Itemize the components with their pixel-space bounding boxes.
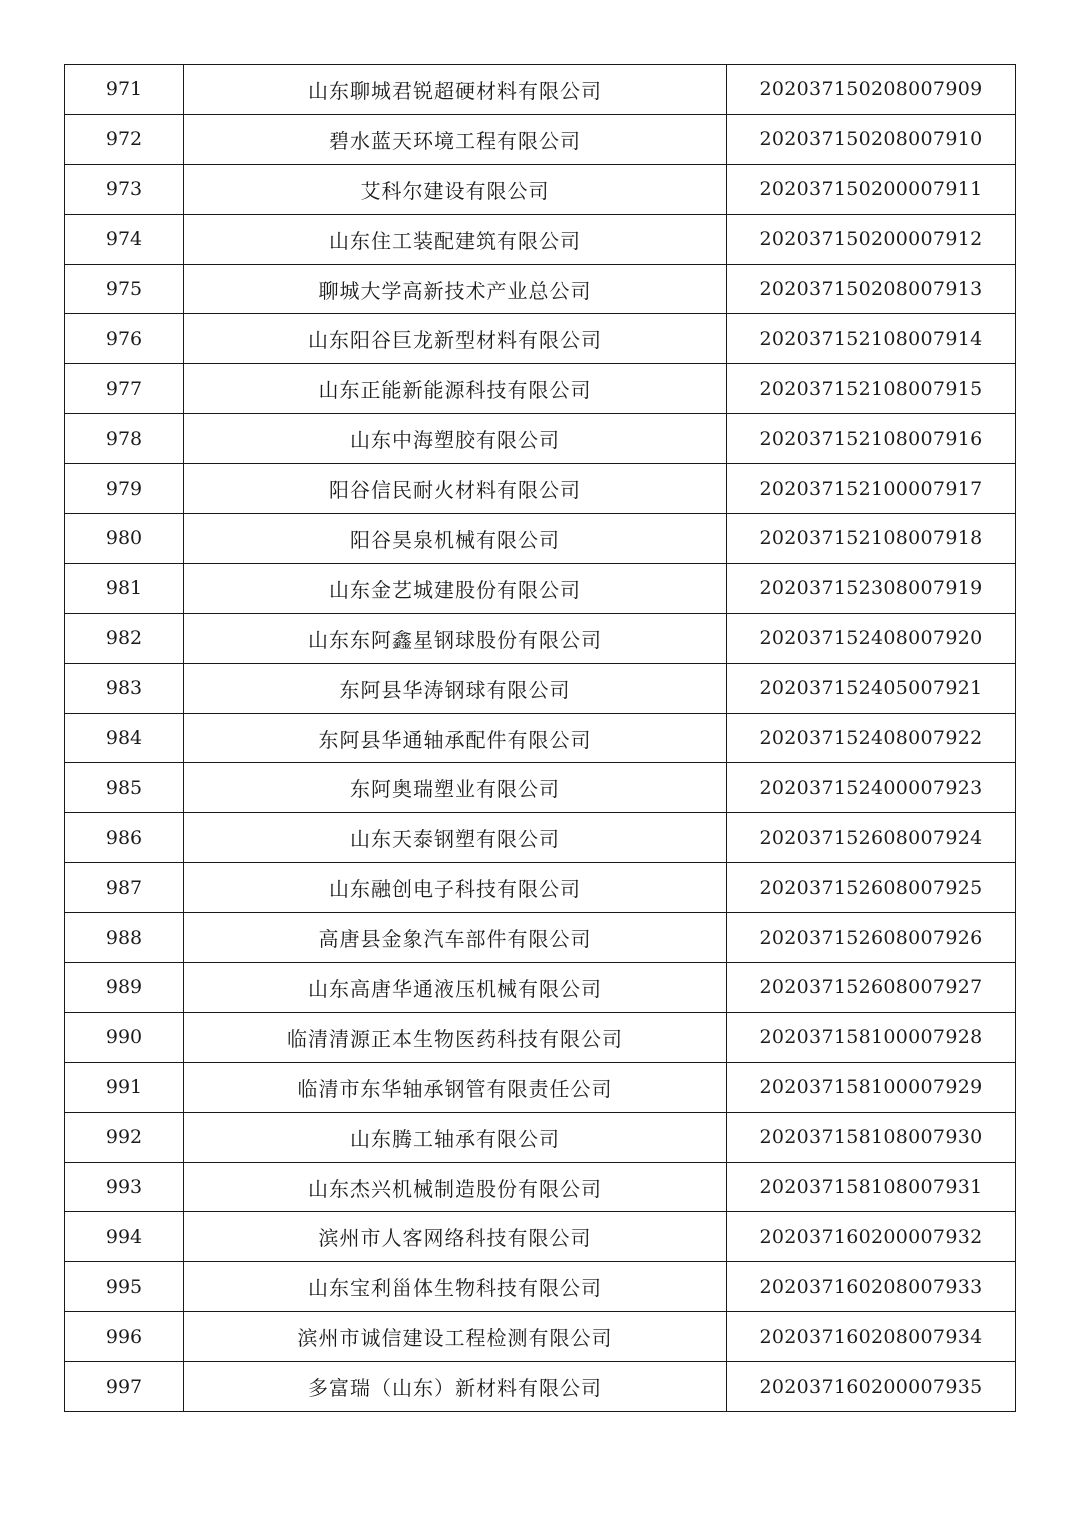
table-row [65, 114, 1016, 164]
company-list-table [64, 64, 1016, 1412]
row-number-cell: 996 [65, 1312, 184, 1362]
company-name-cell: 东阿县华通轴承配件有限公司 [184, 713, 727, 763]
company-name-cell: 山东正能新能源科技有限公司 [184, 364, 727, 414]
company-name-cell: 碧水蓝天环境工程有限公司 [184, 114, 727, 164]
company-name-cell: 山东腾工轴承有限公司 [184, 1112, 727, 1162]
table-row [65, 214, 1016, 264]
table-row [65, 65, 1016, 115]
registration-code-cell: 202037150200007911 [727, 164, 1016, 214]
table-row [65, 1112, 1016, 1162]
registration-code-cell: 202037152608007925 [727, 863, 1016, 913]
registration-code-cell: 202037160208007933 [727, 1262, 1016, 1312]
registration-code-cell: 202037152400007923 [727, 763, 1016, 813]
table-row [65, 663, 1016, 713]
table-row [65, 514, 1016, 564]
table-row [65, 963, 1016, 1013]
registration-code-cell: 202037152108007915 [727, 364, 1016, 414]
row-number-cell: 973 [65, 164, 184, 214]
registration-code-cell: 202037152108007918 [727, 514, 1016, 564]
row-number-cell: 984 [65, 713, 184, 763]
row-number-cell: 985 [65, 763, 184, 813]
registration-code-cell: 202037152408007922 [727, 713, 1016, 763]
row-number-cell: 975 [65, 264, 184, 314]
registration-code-cell: 202037158100007929 [727, 1062, 1016, 1112]
registration-code-cell: 202037152608007924 [727, 813, 1016, 863]
table-body [65, 65, 1016, 1412]
row-number-cell: 972 [65, 114, 184, 164]
company-name-cell: 阳谷信民耐火材料有限公司 [184, 464, 727, 514]
registration-code-cell: 202037152108007914 [727, 314, 1016, 364]
company-name-cell: 山东住工装配建筑有限公司 [184, 214, 727, 264]
row-number-cell: 986 [65, 813, 184, 863]
registration-code-cell: 202037160208007934 [727, 1312, 1016, 1362]
registration-code-cell: 202037150208007910 [727, 114, 1016, 164]
registration-code-cell: 202037152608007926 [727, 913, 1016, 963]
row-number-cell: 992 [65, 1112, 184, 1162]
row-number-cell: 994 [65, 1212, 184, 1262]
company-name-cell: 山东金艺城建股份有限公司 [184, 563, 727, 613]
registration-code-cell: 202037152100007917 [727, 464, 1016, 514]
row-number-cell: 991 [65, 1062, 184, 1112]
row-number-cell: 993 [65, 1162, 184, 1212]
registration-code-cell: 202037150208007913 [727, 264, 1016, 314]
table-row [65, 264, 1016, 314]
row-number-cell: 987 [65, 863, 184, 913]
registration-code-cell: 202037158108007931 [727, 1162, 1016, 1212]
registration-code-cell: 202037150208007909 [727, 65, 1016, 115]
table-row [65, 813, 1016, 863]
company-name-cell: 临清市东华轴承钢管有限责任公司 [184, 1062, 727, 1112]
company-name-cell: 滨州市人客网络科技有限公司 [184, 1212, 727, 1262]
company-name-cell: 山东宝利甾体生物科技有限公司 [184, 1262, 727, 1312]
company-name-cell: 东阿县华涛钢球有限公司 [184, 663, 727, 713]
row-number-cell: 981 [65, 563, 184, 613]
row-number-cell: 983 [65, 663, 184, 713]
registration-code-cell: 202037150200007912 [727, 214, 1016, 264]
company-name-cell: 艾科尔建设有限公司 [184, 164, 727, 214]
table-row [65, 1362, 1016, 1412]
company-name-cell: 山东聊城君锐超硬材料有限公司 [184, 65, 727, 115]
table-row [65, 164, 1016, 214]
row-number-cell: 976 [65, 314, 184, 364]
row-number-cell: 995 [65, 1262, 184, 1312]
company-name-cell: 高唐县金象汽车部件有限公司 [184, 913, 727, 963]
registration-code-cell: 202037158100007928 [727, 1012, 1016, 1062]
company-name-cell: 山东东阿鑫星钢球股份有限公司 [184, 613, 727, 663]
company-name-cell: 山东高唐华通液压机械有限公司 [184, 963, 727, 1013]
company-name-cell: 山东阳谷巨龙新型材料有限公司 [184, 314, 727, 364]
table-row [65, 1162, 1016, 1212]
row-number-cell: 979 [65, 464, 184, 514]
company-name-cell: 山东融创电子科技有限公司 [184, 863, 727, 913]
table-row [65, 563, 1016, 613]
registration-code-cell: 202037158108007930 [727, 1112, 1016, 1162]
company-name-cell: 山东杰兴机械制造股份有限公司 [184, 1162, 727, 1212]
table-row [65, 1262, 1016, 1312]
document-page [64, 64, 1015, 1412]
row-number-cell: 980 [65, 514, 184, 564]
company-name-cell: 山东天泰钢塑有限公司 [184, 813, 727, 863]
row-number-cell: 977 [65, 364, 184, 414]
company-name-cell: 多富瑞（山东）新材料有限公司 [184, 1362, 727, 1412]
table-row [65, 314, 1016, 364]
table-row [65, 863, 1016, 913]
registration-code-cell: 202037160200007935 [727, 1362, 1016, 1412]
table-row [65, 1062, 1016, 1112]
registration-code-cell: 202037152608007927 [727, 963, 1016, 1013]
table-row [65, 913, 1016, 963]
company-name-cell: 聊城大学高新技术产业总公司 [184, 264, 727, 314]
company-name-cell: 阳谷昊泉机械有限公司 [184, 514, 727, 564]
table-row [65, 414, 1016, 464]
table-row [65, 1212, 1016, 1262]
row-number-cell: 988 [65, 913, 184, 963]
company-name-cell: 山东中海塑胶有限公司 [184, 414, 727, 464]
registration-code-cell: 202037152405007921 [727, 663, 1016, 713]
table-row [65, 713, 1016, 763]
table-row [65, 464, 1016, 514]
registration-code-cell: 202037160200007932 [727, 1212, 1016, 1262]
table-row [65, 1012, 1016, 1062]
row-number-cell: 971 [65, 65, 184, 115]
row-number-cell: 978 [65, 414, 184, 464]
row-number-cell: 997 [65, 1362, 184, 1412]
company-name-cell: 东阿奥瑞塑业有限公司 [184, 763, 727, 813]
table-row [65, 613, 1016, 663]
row-number-cell: 990 [65, 1012, 184, 1062]
row-number-cell: 989 [65, 963, 184, 1013]
registration-code-cell: 202037152308007919 [727, 563, 1016, 613]
table-row [65, 763, 1016, 813]
registration-code-cell: 202037152408007920 [727, 613, 1016, 663]
registration-code-cell: 202037152108007916 [727, 414, 1016, 464]
company-name-cell: 临清清源正本生物医药科技有限公司 [184, 1012, 727, 1062]
table-row [65, 1312, 1016, 1362]
company-name-cell: 滨州市诚信建设工程检测有限公司 [184, 1312, 727, 1362]
row-number-cell: 982 [65, 613, 184, 663]
table-row [65, 364, 1016, 414]
row-number-cell: 974 [65, 214, 184, 264]
